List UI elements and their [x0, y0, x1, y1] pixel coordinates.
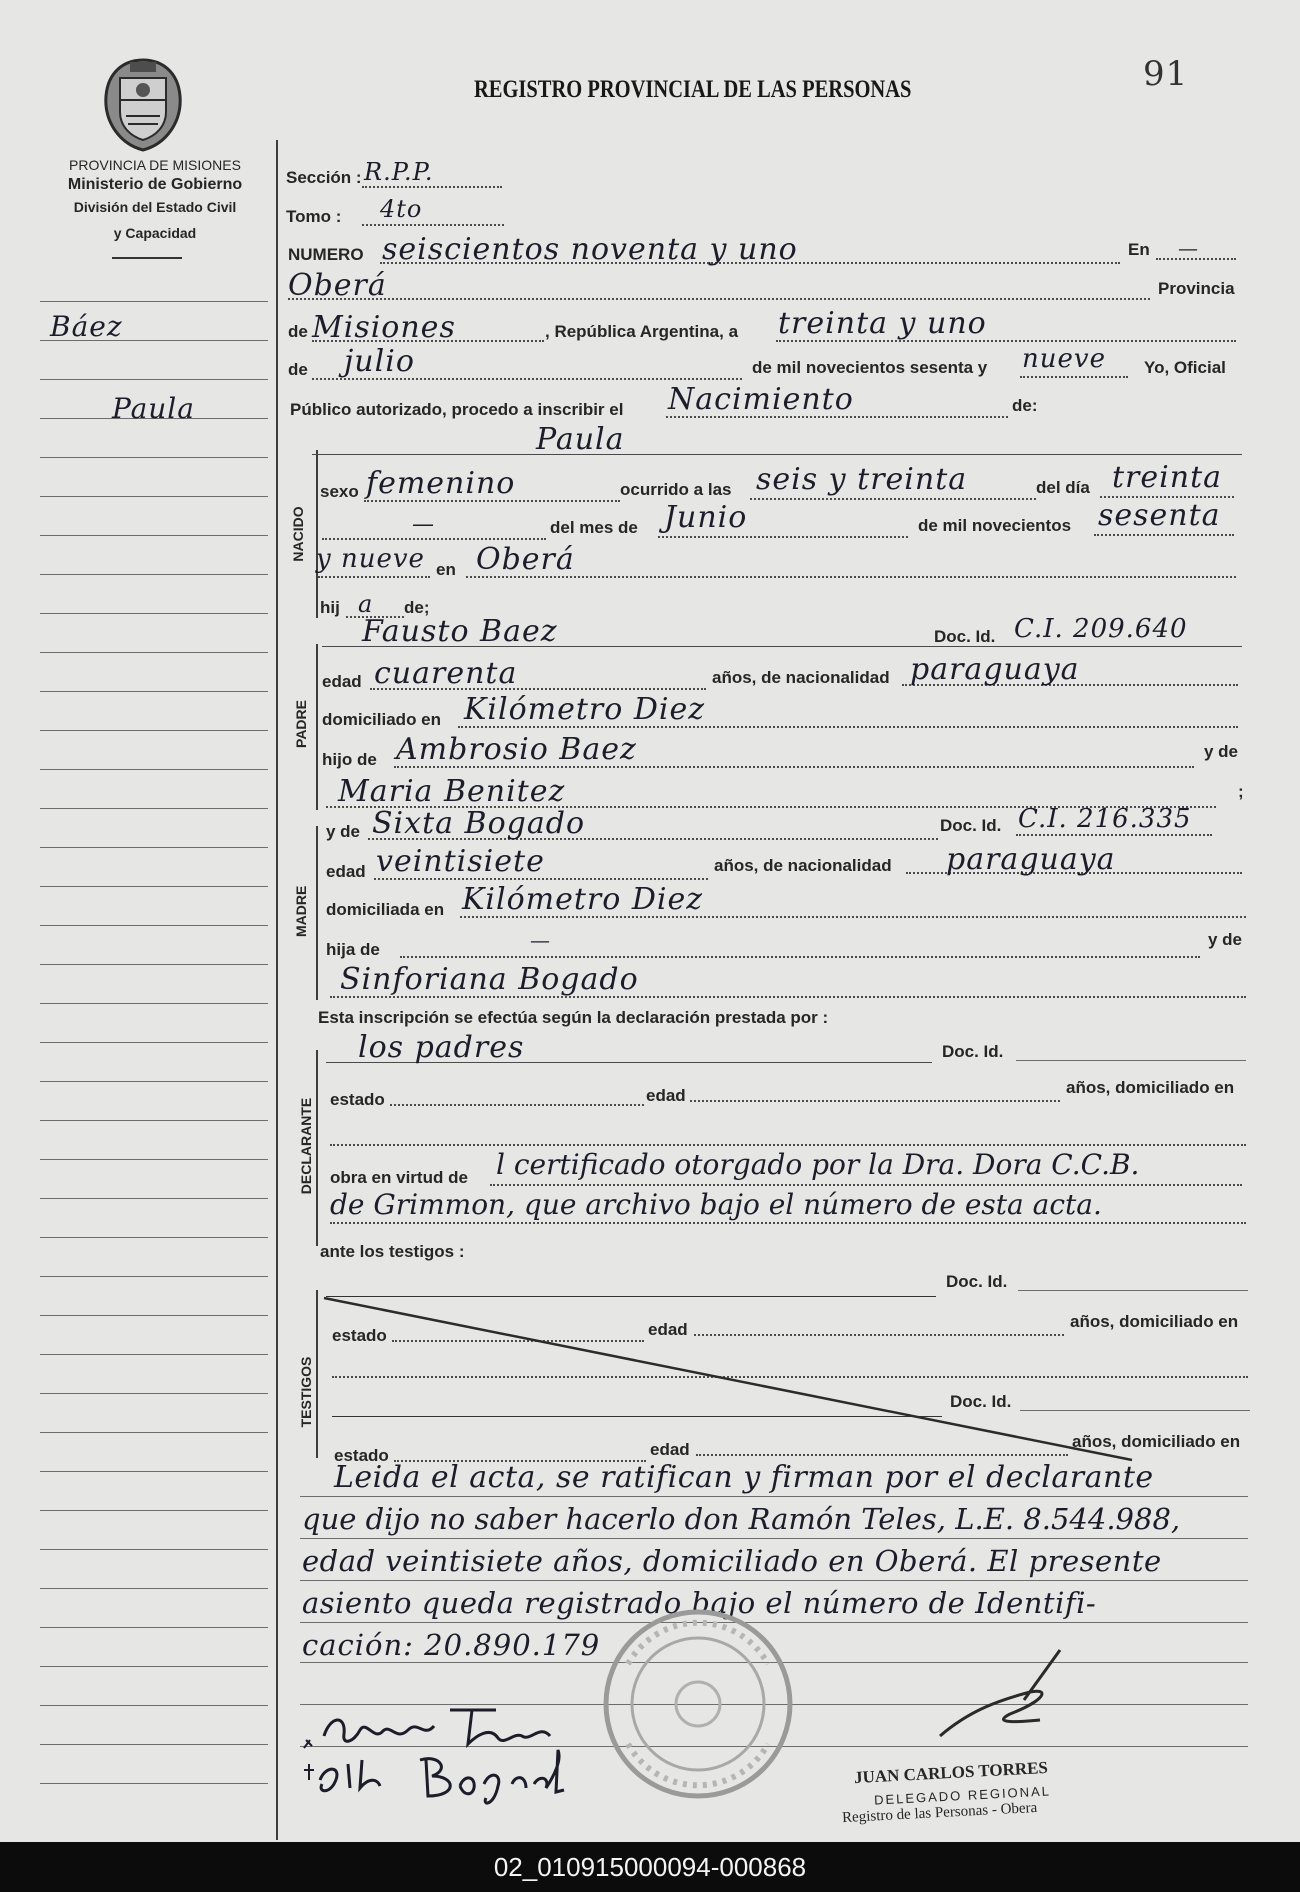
- column-divider: [276, 140, 278, 1840]
- coat-of-arms-seal: [102, 56, 184, 152]
- observacion-line-1: Leida el acta, se ratifican y firman por el declarante: [334, 1460, 1154, 1495]
- madre-bracket: [316, 826, 318, 1000]
- testigo2-doc-label: Doc. Id.: [950, 1392, 1012, 1411]
- image-id-footer: 02_010915000094-000868: [0, 1842, 1300, 1892]
- madre-doc-value: C.I. 216.335: [1018, 804, 1192, 834]
- nacido-label: NACIDO: [290, 506, 306, 562]
- padre-anos-nac-label: años, de nacionalidad: [712, 668, 890, 687]
- dia-nac2-value: —: [412, 512, 435, 537]
- padre-domicilio-value: Kilómetro Diez: [464, 692, 706, 727]
- institution-line-1: PROVINCIA DE MISIONES: [69, 157, 241, 173]
- anio-value: nueve: [1022, 344, 1106, 374]
- hora-value: seis y treinta: [756, 462, 968, 497]
- declarante-estado-label: estado: [330, 1090, 385, 1109]
- numero-label: NUMERO: [288, 245, 364, 264]
- madre-label: MADRE: [293, 885, 309, 937]
- padre-hijo-de-label: hijo de: [322, 750, 377, 769]
- yo-oficial-label: Yo, Oficial: [1144, 358, 1226, 377]
- padre-madre-value: Maria Benitez: [338, 774, 566, 809]
- margin-surname: Báez: [50, 310, 123, 343]
- declarante-estado-line: [390, 1104, 644, 1106]
- testigo2-estado-label: estado: [334, 1446, 389, 1465]
- anio-nac2-line: [318, 576, 430, 578]
- dia-value: treinta y uno: [778, 306, 987, 341]
- ante-testigos-label: ante los testigos :: [320, 1242, 465, 1261]
- dia-nac2-line: [322, 538, 546, 540]
- padre-semicolon: ;: [1238, 782, 1244, 801]
- institution-underline: [112, 257, 182, 259]
- lugar-nac-value: Oberá: [476, 542, 575, 577]
- padre-y-de-label: y de: [1204, 742, 1239, 761]
- margin-name: Paula: [112, 392, 195, 425]
- testigo1-estado-label: estado: [332, 1326, 387, 1345]
- publico-label: Público autorizado, procedo a inscribir el: [290, 400, 624, 419]
- declarante-doc-line: [1016, 1060, 1246, 1061]
- signature-oficial: [900, 1640, 1100, 1760]
- declarante-label: DECLARANTE: [298, 1097, 314, 1195]
- nombre-line: [312, 454, 1242, 455]
- obra-line-2: [330, 1222, 1246, 1224]
- madre-anos-nac-label: años, de nacionalidad: [714, 856, 892, 875]
- madre-edad-value: veintisiete: [376, 844, 545, 879]
- de-mil-label: de mil novecientos sesenta y: [752, 358, 988, 377]
- declarante-edad-label: edad: [646, 1086, 686, 1105]
- nacido-bracket: [316, 450, 318, 618]
- mes-nac-line: [658, 536, 908, 538]
- declarante-doc-label: Doc. Id.: [942, 1042, 1004, 1061]
- padre-padre-value: Ambrosio Baez: [396, 732, 637, 767]
- madre-edad-label: edad: [326, 862, 366, 881]
- padre-edad-value: cuarenta: [374, 656, 518, 691]
- observacion-line-3: edad veintisiete años, domiciliado en Oberá. El presente: [302, 1544, 1162, 1578]
- declarante-bracket: [316, 1050, 318, 1246]
- tomo-value: 4to: [380, 195, 423, 223]
- madre-domicilio-label: domiciliada en: [326, 900, 445, 919]
- testigos-bracket: [316, 1290, 318, 1458]
- padre-domicilio-label: domiciliado en: [322, 710, 442, 729]
- declarante-edad-line: [690, 1100, 1060, 1102]
- tomo-label: Tomo :: [286, 207, 342, 226]
- institution-line-4: y Capacidad: [113, 225, 197, 241]
- testigo1-edad-label: edad: [648, 1320, 688, 1339]
- madre-domicilio-value: Kilómetro Diez: [462, 882, 704, 917]
- declaracion-label: Esta inscripción se efectúa según la declaración prestada por :: [318, 1008, 829, 1027]
- en-label: En: [1128, 240, 1150, 259]
- republica-label: , República Argentina, a: [545, 322, 739, 341]
- padre-edad-label: edad: [322, 672, 362, 691]
- institution-line-2: Ministerio de Gobierno: [67, 176, 243, 193]
- testigo2-edad-label: edad: [650, 1440, 690, 1459]
- mes-value: julio: [344, 344, 415, 379]
- madre-hija-de-line: [400, 956, 1200, 958]
- anio-nac-line: [1094, 534, 1234, 536]
- anio-line: [1020, 376, 1128, 378]
- signature-sixta-bogado: [300, 1740, 600, 1810]
- obra-value-2: de Grimmon, que archivo bajo el número de esta acta.: [330, 1188, 1102, 1221]
- provincia-label: Provincia: [1158, 279, 1235, 298]
- declarante-nombre-value: los padres: [358, 1030, 525, 1065]
- padre-doc-label: Doc. Id.: [934, 627, 996, 646]
- testigo1-anos-dom-label: años, domiciliado en: [1070, 1312, 1239, 1331]
- seccion-line: [362, 186, 502, 188]
- testigos-label: TESTIGOS: [298, 1356, 314, 1428]
- en2-label: en: [436, 560, 456, 579]
- observacion-line-2: que dijo no saber hacerlo don Ramón Teles, L.E. 8.544.988,: [302, 1502, 1181, 1536]
- acto-value: Nacimiento: [668, 382, 854, 417]
- madre-padre-value: —: [530, 928, 551, 952]
- tomo-line: [362, 224, 504, 226]
- numero-value: seiscientos noventa y uno: [382, 232, 798, 267]
- de-colon-label: de:: [1012, 396, 1038, 415]
- lugar-value: Oberá: [288, 268, 387, 303]
- seccion-label: Sección :: [286, 168, 362, 187]
- padre-doc-value: C.I. 209.640: [1014, 614, 1188, 644]
- observacion-line-4: asiento queda registrado bajo el número de Identifi-: [302, 1586, 1097, 1620]
- oficial-nombre: JUAN CARLOS TORRES: [853, 1757, 1049, 1788]
- hij-suffix: a: [358, 590, 374, 618]
- del-dia-label: del día: [1036, 478, 1090, 497]
- institution-line-3: División del Estado Civil: [73, 199, 237, 215]
- sexo-value: femenino: [366, 466, 516, 501]
- declarante-anos-dom-label: años, domiciliado en: [1066, 1078, 1235, 1097]
- testigo1-doc-line: [1018, 1290, 1248, 1291]
- padre-label: PADRE: [293, 700, 309, 748]
- oficial-oficina: Registro de las Personas - Obera: [841, 1799, 1038, 1827]
- de-semi-label: de;: [404, 598, 430, 617]
- testigos-strike-line: [320, 1294, 1140, 1464]
- padre-bracket: [316, 644, 318, 810]
- de-mil2-label: de mil novecientos: [918, 516, 1072, 535]
- padre-nombre-value: Fausto Baez: [362, 614, 558, 649]
- page-title: REGISTRO PROVINCIAL DE LAS PERSONAS: [474, 76, 912, 103]
- madre-nac-value: paraguaya: [946, 842, 1116, 877]
- official-round-stamp: [598, 1604, 798, 1804]
- en-value: —: [1178, 236, 1199, 260]
- madre-y-de-label: y de: [326, 822, 361, 841]
- padre-nac-value: paraguaya: [910, 652, 1080, 687]
- madre-madre-value: Sinforiana Bogado: [340, 962, 639, 997]
- madre-doc-line: [1016, 834, 1212, 836]
- hora-line: [750, 498, 1036, 500]
- nombre-value: Paula: [536, 422, 625, 457]
- obra-value-1: l certificado otorgado por la Dra. Dora C.C.B.: [496, 1148, 1140, 1181]
- del-mes-label: del mes de: [550, 518, 638, 537]
- madre-y-de2-label: y de: [1208, 930, 1243, 949]
- obra-line-1: [490, 1184, 1242, 1186]
- oficial-cargo: DELEGADO REGIONAL: [873, 1783, 1052, 1808]
- madre-hija-de-label: hija de: [326, 940, 380, 959]
- testigo1-doc-label: Doc. Id.: [946, 1272, 1008, 1291]
- anio-nac-value: sesenta: [1098, 498, 1221, 533]
- ocurrido-label: ocurrido a las: [620, 480, 732, 499]
- de-label-1: de: [288, 322, 308, 341]
- lugar-line: [288, 298, 1150, 300]
- mes-nac-value: Junio: [664, 500, 748, 535]
- folio-number: 91: [1143, 54, 1189, 94]
- de-label-2: de: [288, 360, 308, 379]
- provincia-value: Misiones: [312, 310, 456, 345]
- madre-doc-label: Doc. Id.: [940, 816, 1002, 835]
- hij-label: hij: [320, 598, 340, 617]
- sexo-label: sexo: [320, 482, 359, 501]
- observacion-line-5: cación: 20.890.179: [302, 1628, 601, 1662]
- madre-nombre-value: Sixta Bogado: [372, 806, 586, 841]
- dia-nac-value: treinta: [1112, 460, 1223, 495]
- testigo2-anos-dom-label: años, domiciliado en: [1072, 1432, 1241, 1451]
- seccion-value: R.P.P.: [364, 158, 434, 186]
- declarante-dom-line: [330, 1144, 1246, 1146]
- lugar-nac-line: [466, 576, 1236, 578]
- obra-label: obra en virtud de: [330, 1168, 468, 1187]
- anio-nac2-value: y nueve: [316, 544, 425, 574]
